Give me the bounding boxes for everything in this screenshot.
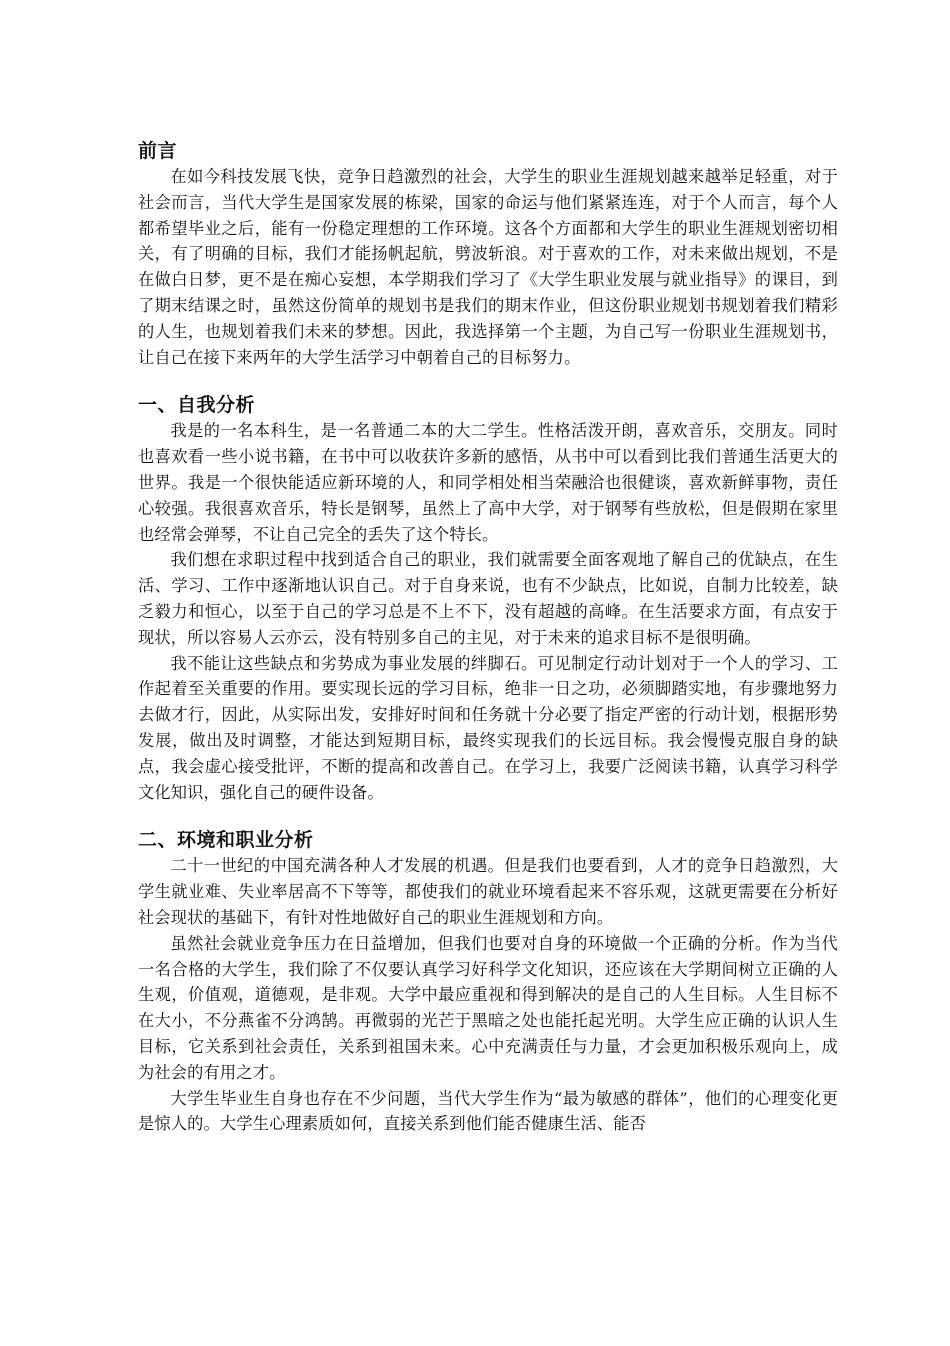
preface-paragraph: 在如今科技发展飞快，竞争日趋激烈的社会，大学生的职业生涯规划越来越举足轻重，对于社会而言，当代大学生是国家发展的栋梁，国家的命运与他们紧紧连连，对于个人而言，每个人都希望毕业之后，能有一份稳定理想的工作环境。这各个方面都和大学生的职业生涯规划密切相关，有了明确的目标，我们才能扬帆起航，劈波斩浪。对于喜欢的工作，对未来做出规划，不是在做白日梦，更不是在痴心妄想，本学期我们学习了《大学生职业发展与就业指导》的课目，到了期末结课之时，虽然这份简单的规划书是我们的期末作业，但这份职业规划书规划着我们精彩的人生，也规划着我们未来的梦想。因此，我选择第一个主题，为自己写一份职业生涯规划书，让自己在接下来两年的大学生活学习中朝着自己的目标努力。 [138, 167, 838, 367]
self-analysis-paragraph: 我们想在求职过程中找到适合自己的职业，我们就需要全面客观地了解自己的优缺点，在生活、学习、工作中逐渐地认识自己。对于自身来说，也有不少缺点，比如说，自制力比较差，缺乏毅力和恒心，以至于自己的学习总是不上不下，没有超越的高峰。在生活要求方面，有点安于现状，所以容易人云亦云，没有特别多自己的主见，对于未来的追求目标不是很明确。 [138, 550, 838, 647]
self-analysis-paragraph: 我不能让这些缺点和劣势成为事业发展的绊脚石。可见制定行动计划对于一个人的学习、工作起着至关重要的作用。要实现长远的学习目标，绝非一日之功，必须脚踏实地，有步骤地努力去做才行，因此，从实际出发，安排好时间和任务就十分必要了指定严密的行动计划，根据形势发展，做出及时调整，才能达到短期目标，最终实现我们的长远目标。我会慢慢克服自身的缺点，我会虚心接受批评，不断的提高和改善自己。在学习上，我要广泛阅读书籍，认真学习科学文化知识，强化自己的硬件设备。 [138, 653, 838, 802]
section-gap [138, 805, 838, 827]
environment-analysis-paragraph: 二十一世纪的中国充满各种人才发展的机遇。但是我们也要看到，人才的竞争日趋激烈，大学生就业难、失业率居高不下等等，都使我们的就业环境看起来不容乐观，这就更需要在分析好社会现状的基础下，有针对性地做好自己的职业生涯规划和方向。 [138, 856, 838, 927]
section-gap [138, 370, 838, 392]
environment-analysis-paragraph: 虽然社会就业竞争压力在日益增加，但我们也要对自身的环境做一个正确的分析。作为当代一名合格的大学生，我们除了不仅要认真学习好科学文化知识，还应该在大学期间树立正确的人生观，价值观，道德观，是非观。大学中最应重视和得到解决的是自己的人生目标。人生目标不在大小，不分燕雀不分鸿鹄。再微弱的光芒于黑暗之处也能托起光明。大学生应正确的认识人生目标，它关系到社会责任，关系到祖国未来。心中充满责任与力量，才会更加积极乐观向上，成为社会的有用之才。 [138, 933, 838, 1082]
document-page [138, 138, 838, 1137]
self-analysis-heading: 一、自我分析 [138, 394, 256, 417]
self-analysis-section [138, 392, 838, 805]
environment-analysis-section [138, 827, 838, 1137]
environment-analysis-heading: 二、环境和职业分析 [138, 829, 314, 852]
environment-analysis-paragraph: 大学生毕业生自身也存在不少问题，当代大学生作为“最为敏感的群体”，他们的心理变化更是惊人的。大学生心理素质如何，直接关系到他们能否健康生活、能否 [138, 1088, 838, 1134]
preface-heading: 前言 [138, 140, 178, 162]
self-analysis-paragraph: 我是的一名本科生，是一名普通二本的大二学生。性格活泼开朗，喜欢音乐，交朋友。同时也喜欢看一些小说书籍，在书中可以收获许多新的感悟，从书中可以看到比我们普通生活更大的世界。我是一个很快能适应新环境的人，和同学相处相当荣融洽也很健谈，喜欢新鲜事物，责任心较强。我很喜欢音乐，特长是钢琴，虽然上了高中大学，对于钢琴有些放松，但是假期在家里也经常会弹琴，不让自己完全的丢失了这个特长。 [138, 421, 838, 544]
preface-section [138, 138, 838, 370]
